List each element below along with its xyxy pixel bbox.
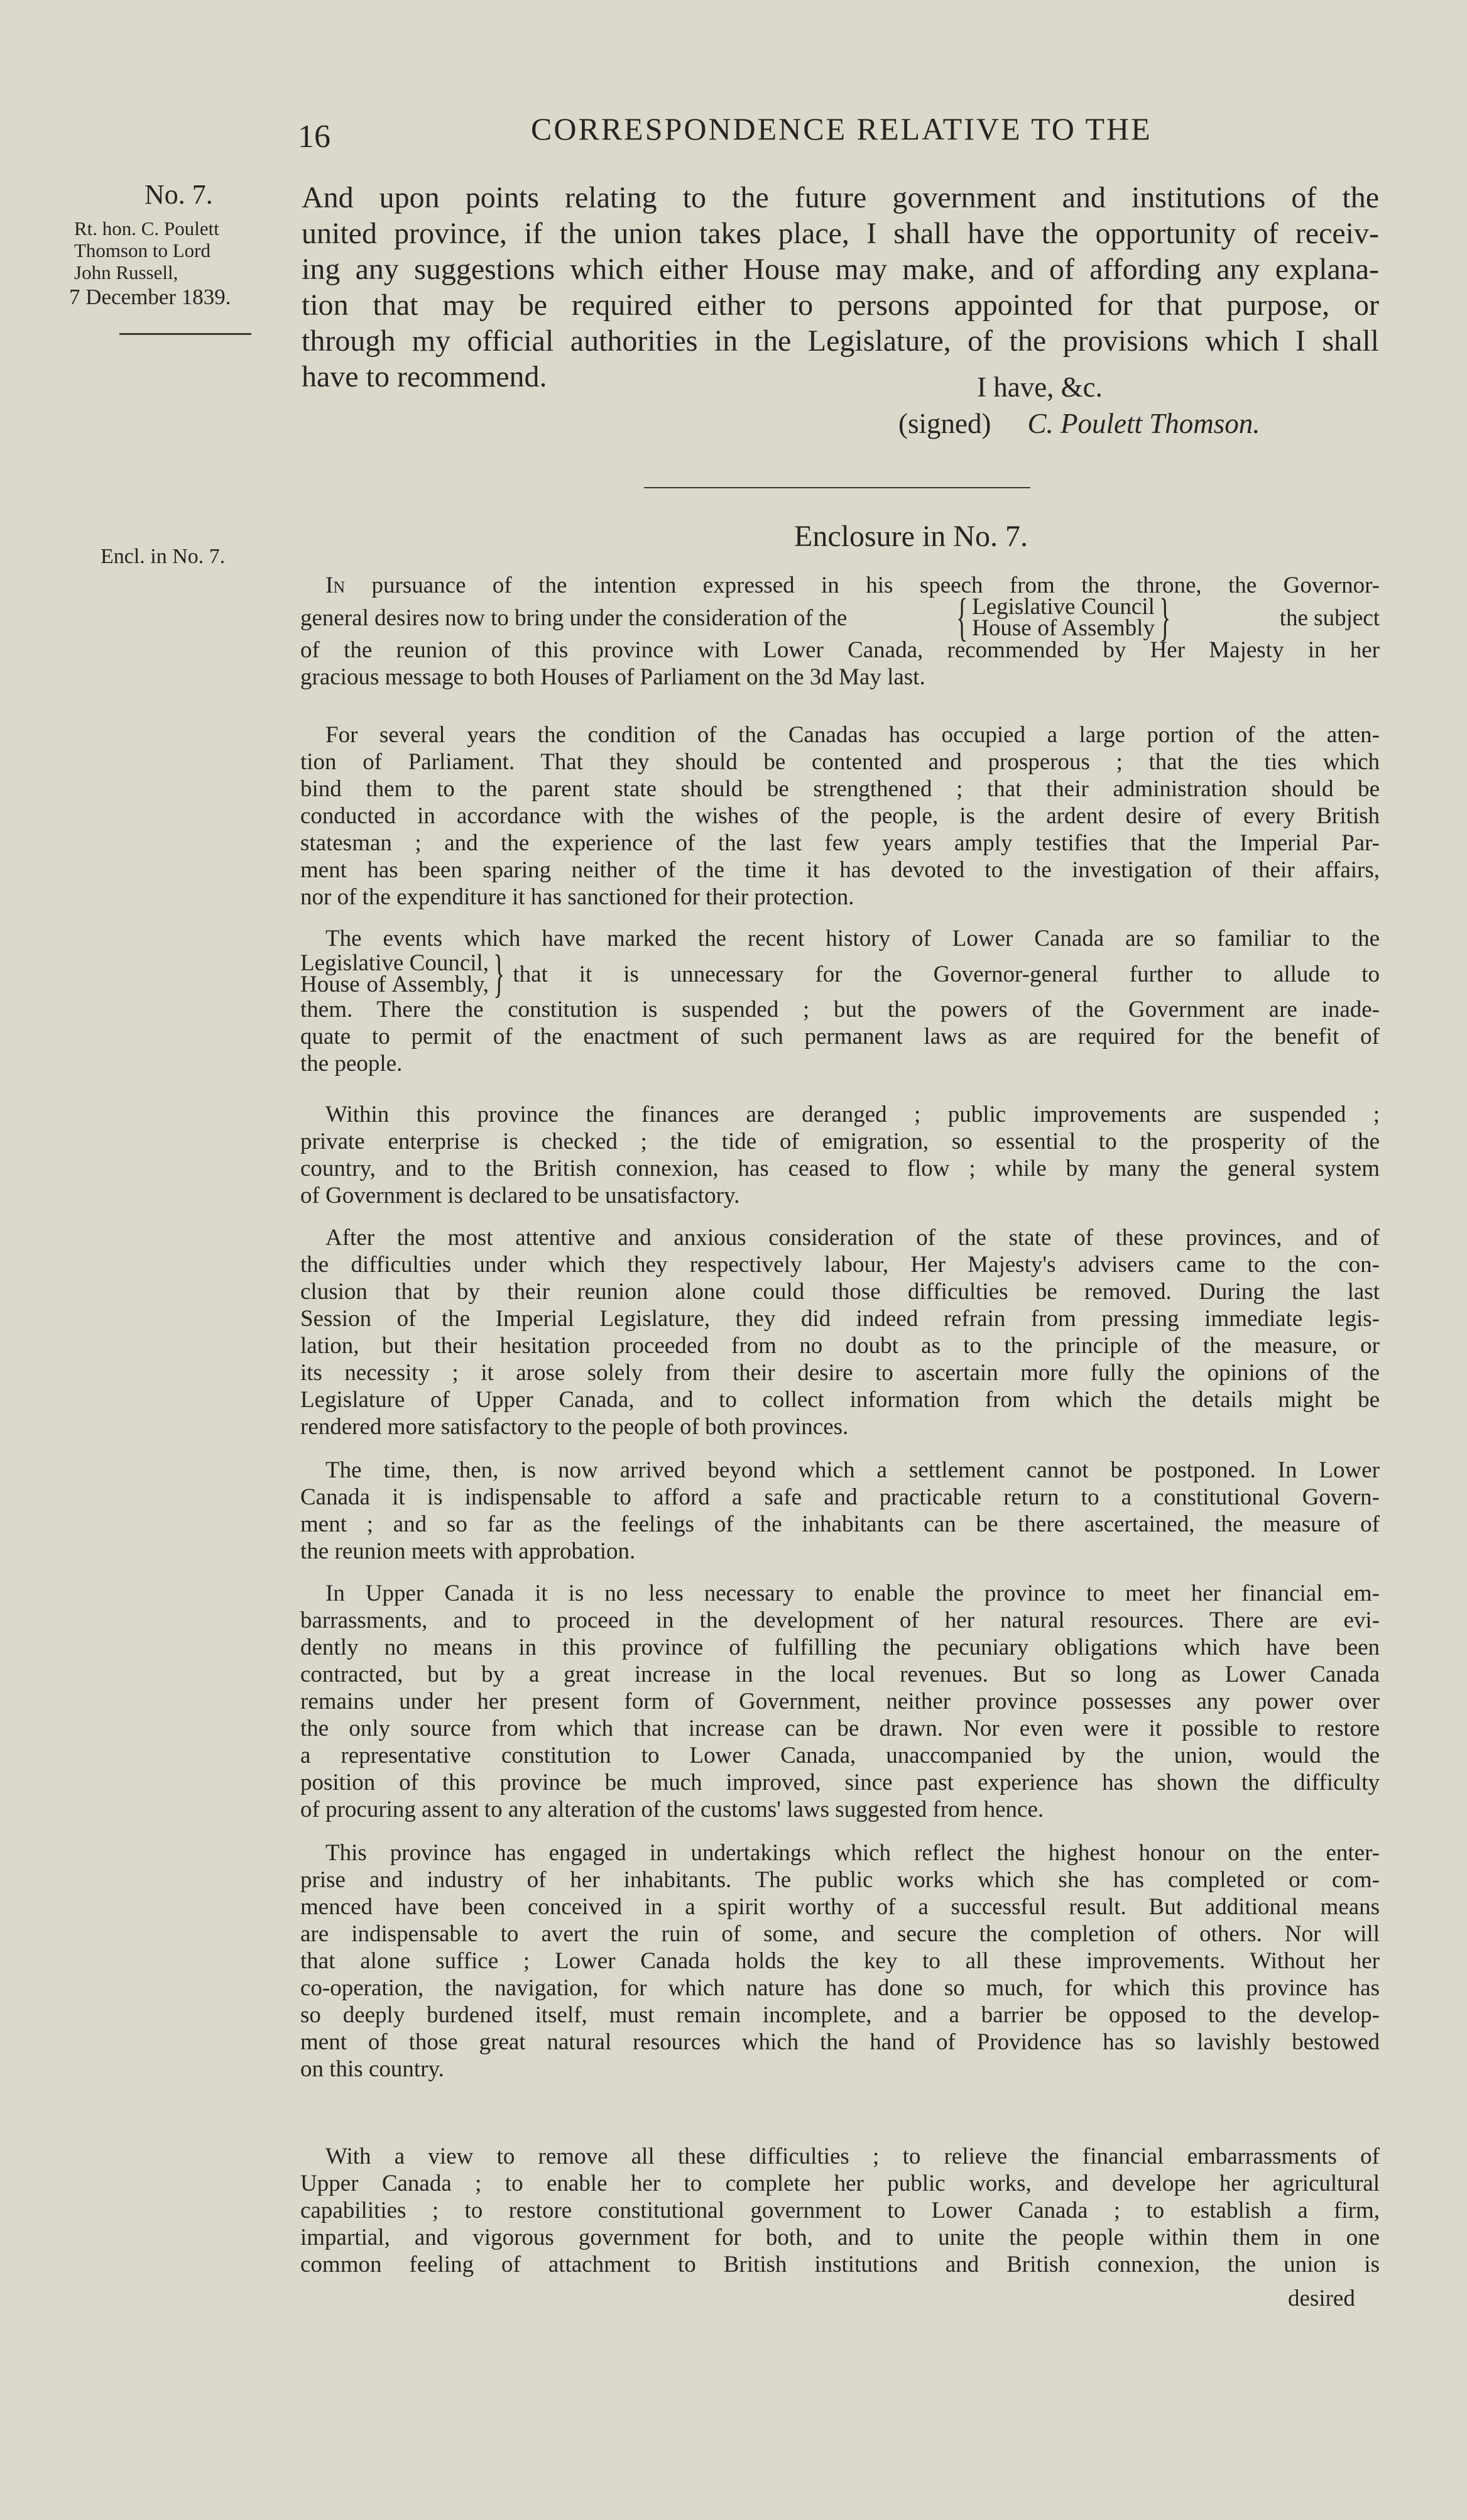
text-line: the only source from which that increase can be drawn. Nor even were it possible to restore <box>300 1716 1380 1741</box>
text-line: lation, but their hesitation proceeded from no doubt as to the principle of the measure, or <box>300 1333 1380 1359</box>
letter-line: ing any suggestions which either House may make, and of affording any explana- <box>302 253 1379 286</box>
margin-sender: Rt. hon. C. Poulett <box>74 217 219 239</box>
paragraph-6 <box>300 1457 1380 1565</box>
text-line: are indispensable to avert the ruin of some, and secure the completion of others. Nor will <box>300 1921 1380 1947</box>
text-line: clusion that by their reunion alone could those difficulties be removed. During the last <box>300 1279 1380 1305</box>
text-line: gracious message to both Houses of Parliament on the 3d May last. <box>300 664 925 690</box>
text-line: prise and industry of her inhabitants. The public works which she has completed or com- <box>300 1867 1380 1893</box>
text-line: For several years the condition of the Canadas has occupied a large portion of the atten- <box>325 722 1380 748</box>
text-line: The time, then, is now arrived beyond which a settlement cannot be postponed. In Lower <box>325 1457 1380 1483</box>
paragraph-1 <box>300 572 1380 691</box>
text-line: Legislature of Upper Canada, and to collect information from which the details might be <box>300 1387 1380 1413</box>
text-line: that it is unnecessary for the Governor-general further to allude to <box>513 961 1380 987</box>
running-head: CORRESPONDENCE RELATIVE TO THE <box>531 111 1152 146</box>
text-line: conducted in accordance with the wishes of the people, is the ardent desire of every British <box>300 803 1380 829</box>
letter-line: tion that may be required either to persons appointed for that purpose, or <box>302 288 1379 322</box>
brace-top-text: Legislative Council <box>972 594 1155 620</box>
margin-rule <box>119 333 251 335</box>
text-line: the subject <box>1279 605 1380 631</box>
text-line: the difficulties under which they respectively labour, Her Majesty's advisers came to the con- <box>300 1252 1380 1278</box>
margin-sender-cont: Thomson to Lord <box>74 239 210 261</box>
text-line: country, and to the British connexion, has ceased to flow ; while by many the general system <box>300 1156 1380 1181</box>
text-line: statesman ; and the experience of the last few years amply testifies that the Imperial Par- <box>300 830 1380 856</box>
right-brace: } <box>493 945 505 1003</box>
text-line: With a view to remove all these difficulties ; to relieve the financial embarrassments of <box>325 2144 1380 2169</box>
text-line: that alone suffice ; Lower Canada holds the key to all these improvements. Without her <box>300 1948 1380 1974</box>
text-line: rendered more satisfactory to the people of both provinces. <box>300 1414 849 1440</box>
right-brace: } <box>1159 588 1171 647</box>
text-line: pursuance of the intention expressed in his speech from the throne, the Governor- <box>371 572 1380 598</box>
paragraph-4 <box>300 1101 1380 1209</box>
text-line: quate to permit of the enactment of such permanent laws as are required for the benefit of <box>300 1024 1380 1049</box>
text-line: Upper Canada ; to enable her to complete her public works, and develope her agricultural <box>300 2171 1380 2196</box>
page-number: 16 <box>298 119 330 155</box>
brace-bottom-text: House of Assembly <box>972 615 1155 641</box>
paragraph-7 <box>300 1580 1380 1823</box>
text-line: private enterprise is checked ; the tide of emigration, so essential to the prosperity of the <box>300 1129 1380 1154</box>
text-line: menced have been conceived in a spirit worthy of a successful result. But additional means <box>300 1894 1380 1920</box>
text-line: common feeling of attachment to British institutions and British connexion, the union is <box>300 2252 1380 2277</box>
text-line: nor of the expenditure it has sanctioned for their protection. <box>300 884 854 910</box>
text-line: capabilities ; to restore constitutional government to Lower Canada ; to establish a firm, <box>300 2198 1380 2223</box>
text-line: tion of Parliament. That they should be contented and prosperous ; that the ties which <box>300 749 1380 775</box>
text-line: ment ; and so far as the feelings of the inhabitants can be there ascertained, the measure of <box>300 1511 1380 1537</box>
text-line: of Government is declared to be unsatisfactory. <box>300 1183 740 1208</box>
brace-top-text: Legislative Council, <box>300 950 489 976</box>
margin-letter-number: No. 7. <box>145 179 213 210</box>
margin-enclosure-note: Encl. in No. 7. <box>101 545 226 568</box>
signed-label: (signed) <box>898 408 991 439</box>
section-rule <box>644 487 1030 488</box>
text-line: co-operation, the navigation, for which nature has done so much, for which this province has <box>300 1975 1380 2001</box>
signatory-name: C. Poulett Thomson. <box>1027 408 1260 439</box>
text-line: Session of the Imperial Legislature, they did indeed refrain from pressing immediate legis- <box>300 1306 1380 1332</box>
text-line: general desires now to bring under the consideration of the <box>300 605 848 631</box>
text-line: on this country. <box>300 2056 444 2082</box>
text-line: ment of those great natural resources which the hand of Providence has so lavishly bestowed <box>300 2029 1380 2055</box>
left-brace: { <box>956 588 968 647</box>
enclosure-title-text: Enclosure in No. 7. <box>794 520 1028 553</box>
paragraph-9 <box>300 2143 1380 2278</box>
text-line: position of this province be much improved, since past experience has shown the difficulty <box>300 1770 1380 1795</box>
paragraph-5 <box>300 1224 1380 1440</box>
brace-group <box>300 945 509 1003</box>
letter-line: And upon points relating to the future government and institutions of the <box>302 181 1379 214</box>
paragraph-3 <box>300 925 1380 1077</box>
paragraph-8 <box>300 1839 1380 2083</box>
text-line: Canada it is indispensable to afford a safe and practicable return to a constitutional Govern- <box>300 1484 1380 1510</box>
text-line: In Upper Canada it is no less necessary to enable the province to meet her financial em- <box>325 1580 1380 1606</box>
enclosure-title <box>0 519 1467 554</box>
text-line: the reunion meets with approbation. <box>300 1538 636 1564</box>
catchword: desired <box>1288 2286 1355 2311</box>
text-line: impartial, and vigorous government for both, and to unite the people within them in one <box>300 2225 1380 2250</box>
paragraph-2 <box>300 721 1380 911</box>
closing: I have, &c. <box>977 371 1103 403</box>
text-line: the people. <box>300 1051 403 1076</box>
drop-word: In <box>325 572 346 598</box>
text-line: Within this province the finances are deranged ; public improvements are suspended ; <box>325 1102 1380 1127</box>
text-line: remains under her present form of Government, neither province possesses any power over <box>300 1689 1380 1714</box>
text-line: a representative constitution to Lower Canada, unaccompanied by the union, would the <box>300 1743 1380 1768</box>
text-line: barrassments, and to proceed in the development of her natural resources. There are evi- <box>300 1608 1380 1633</box>
letter-line: have to recommend. <box>302 360 547 393</box>
text-line: The events which have marked the recent history of Lower Canada are so familiar to the <box>325 926 1380 951</box>
brace-bottom-text: House of Assembly, <box>300 972 489 997</box>
letter-body <box>302 180 1379 395</box>
text-line: contracted, but by a great increase in the local revenues. But so long as Lower Canada <box>300 1662 1380 1687</box>
text-line: of procuring assent to any alteration of the customs' laws suggested from hence. <box>300 1797 1044 1822</box>
margin-recipient: John Russell, <box>74 261 178 283</box>
text-line: them. There the constitution is suspended ; but the powers of the Government are inade- <box>300 997 1380 1022</box>
text-line: its necessity ; it arose solely from their desire to ascertain more fully the opinions of the <box>300 1360 1380 1386</box>
text-line: After the most attentive and anxious consideration of the state of these provinces, and of <box>325 1225 1380 1251</box>
margin-date: 7 December 1839. <box>69 285 231 309</box>
text-line: dently no means in this province of fulfilling the pecuniary obligations which have been <box>300 1635 1380 1660</box>
text-line: ment has been sparing neither of the time it has devoted to the investigation of their affairs, <box>300 857 1380 883</box>
text-line: so deeply burdened itself, must remain incomplete, and a barrier be opposed to the develop- <box>300 2002 1380 2028</box>
text-line: bind them to the parent state should be strengthened ; that their administration should be <box>300 776 1380 802</box>
letter-line: through my official authorities in the Legislature, of the provisions which I shall <box>302 324 1379 358</box>
text-line: of the reunion of this province with Lower Canada, recommended by Her Majesty in her <box>300 637 1380 663</box>
letter-line: united province, if the union takes place, I shall have the opportunity of receiv- <box>302 217 1379 250</box>
text-line: This province has engaged in undertakings which reflect the highest honour on the enter- <box>325 1840 1380 1866</box>
signature-line <box>898 407 1260 440</box>
